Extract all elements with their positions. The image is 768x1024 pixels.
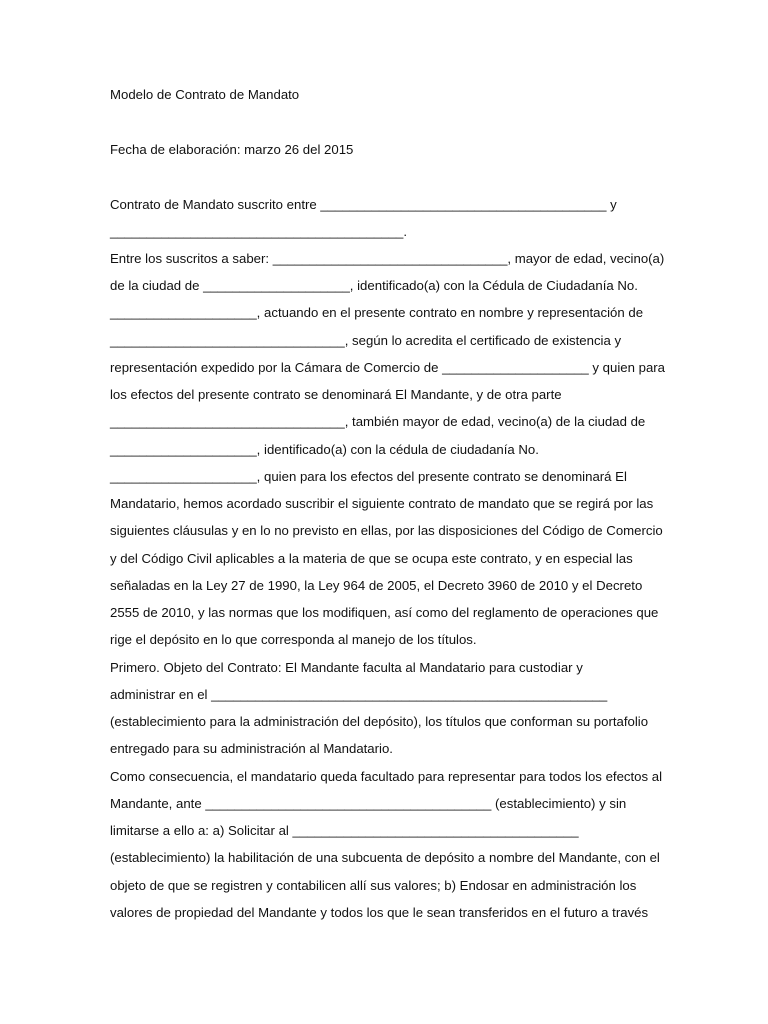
body-line-17: rige el depósito en lo que corresponda al manejo de los títulos. <box>110 632 477 647</box>
body-line-3: Entre los suscritos a saber: ________________________________, mayor de edad, vecino(a) <box>110 251 665 266</box>
body-line-25: (establecimiento) la habilitación de una subcuenta de depósito a nombre del Mandante, con el <box>110 850 660 865</box>
body-line-12: Mandatario, hemos acordado suscribir el siguiente contrato de mandato que se regirá por las <box>110 496 654 511</box>
body-line-6: ________________________________, según lo acredita el certificado de existencia y <box>110 333 622 348</box>
body-line-8: los efectos del presente contrato se denominará El Mandante, y de otra parte <box>110 387 562 402</box>
document-title: Modelo de Contrato de Mandato <box>110 87 300 102</box>
body-line-4: de la ciudad de ____________________, identificado(a) con la Cédula de Ciudadanía No. <box>110 278 638 293</box>
body-line-11: ____________________, quien para los efectos del presente contrato se denominará El <box>110 469 627 484</box>
body-line-18: Primero. Objeto del Contrato: El Mandante faculta al Mandatario para custodiar y <box>110 660 583 675</box>
body-line-9: ________________________________, también mayor de edad, vecino(a) de la ciudad de <box>110 414 646 429</box>
body-line-13: siguientes cláusulas y en lo no previsto en ellas, por las disposiciones del Código de Comercio <box>110 523 663 538</box>
body-line-27: valores de propiedad del Mandante y todos los que le sean transferidos en el futuro a través <box>110 905 649 920</box>
body-line-20: (establecimiento para la administración del depósito), los títulos que conforman su portafolio <box>110 714 649 729</box>
body-line-16: 2555 de 2010, y las normas que los modifiquen, así como del reglamento de operaciones que <box>110 605 659 620</box>
body-line-22: Como consecuencia, el mandatario queda facultado para representar para todos los efectos al <box>110 769 663 784</box>
body-line-2: ________________________________________. <box>110 224 408 239</box>
body-line-15: señaladas en la Ley 27 de 1990, la Ley 964 de 2005, el Decreto 3960 de 2010 y el Decreto <box>110 578 643 593</box>
body-line-1: Contrato de Mandato suscrito entre _______________________________________ y <box>110 197 617 212</box>
body-line-26: objeto de que se registren y contabilicen allí sus valores; b) Endosar en administración los <box>110 878 637 893</box>
body-line-24: limitarse a ello a: a) Solicitar al _______________________________________ <box>110 823 579 838</box>
document-date: Fecha de elaboración: marzo 26 del 2015 <box>110 142 354 157</box>
body-line-10: ____________________, identificado(a) con la cédula de ciudadanía No. <box>110 442 539 457</box>
body-line-7: representación expedido por la Cámara de Comercio de ____________________ y quien para <box>110 360 666 375</box>
body-line-5: ____________________, actuando en el presente contrato en nombre y representación de <box>110 305 644 320</box>
body-line-14: y del Código Civil aplicables a la materia de que se ocupa este contrato, y en especial las <box>110 551 633 566</box>
body-line-19: administrar en el ______________________________________________________ <box>110 687 608 702</box>
body-line-21: entregado para su administración al Mandatario. <box>110 741 393 756</box>
body-line-23: Mandante, ante _______________________________________ (establecimiento) y sin <box>110 796 627 811</box>
